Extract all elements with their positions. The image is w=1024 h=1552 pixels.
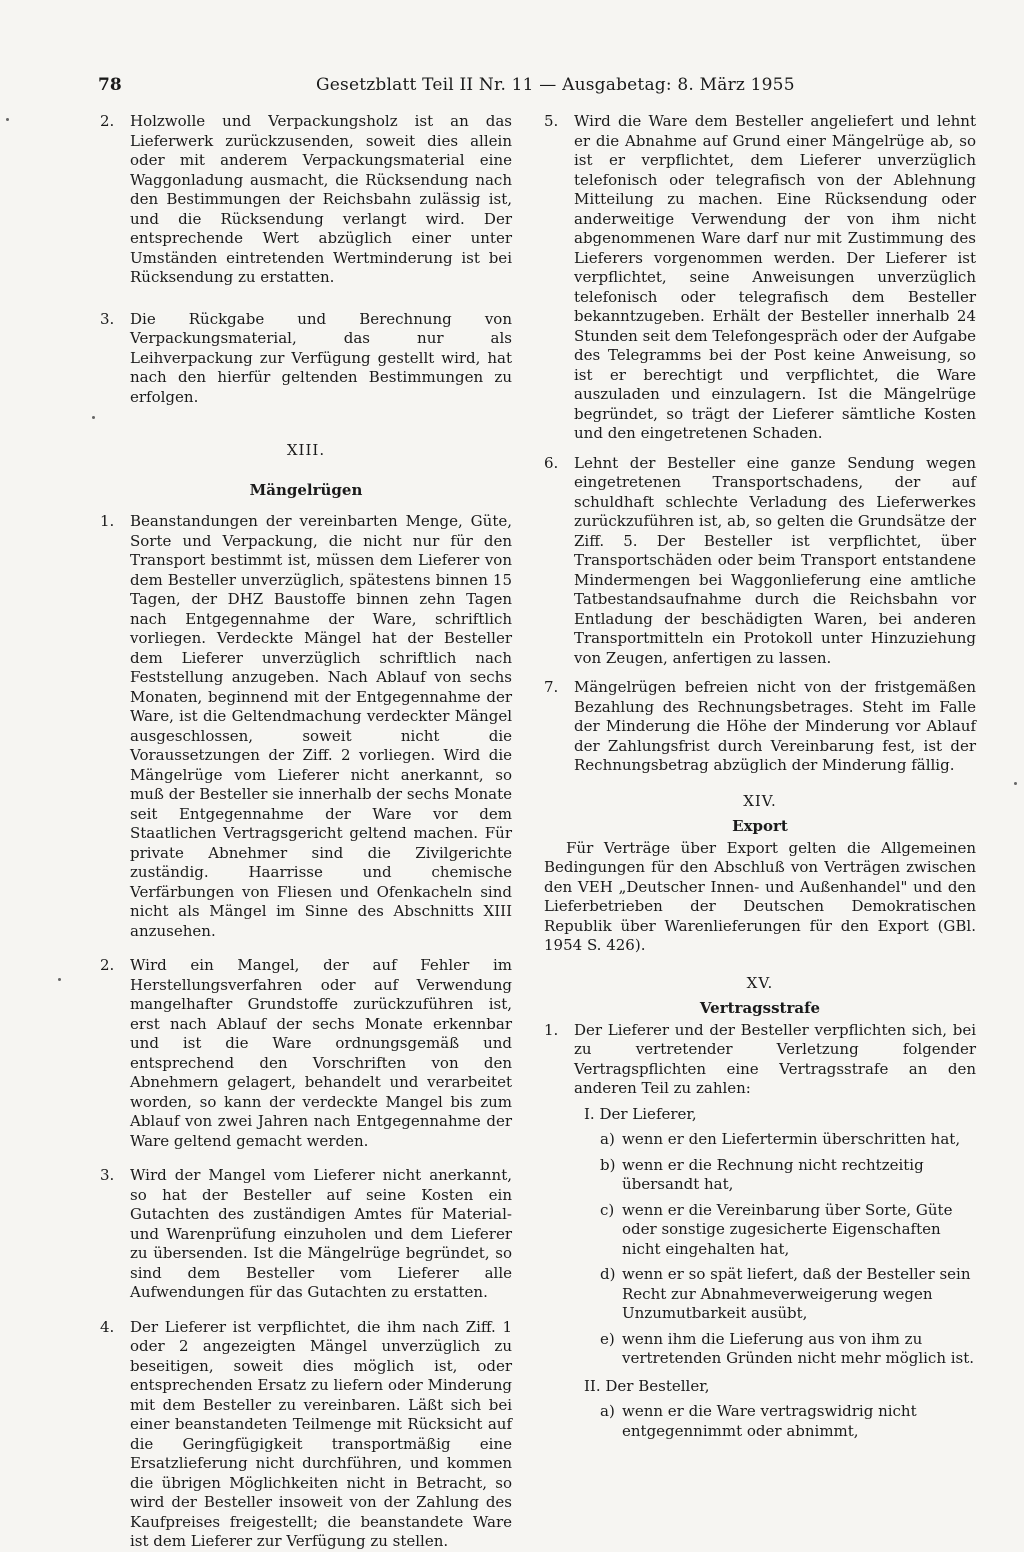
- item-number: 2.: [100, 112, 115, 130]
- list-item: [544, 678, 976, 776]
- item-text: wenn er so spät liefert, daß der Besteller sein Recht zur Abnahmeverweigerung wegen Unzumutbarkeit ausübt,: [622, 1265, 971, 1322]
- list-item: [544, 1265, 976, 1324]
- list-item: [100, 512, 512, 941]
- section-number: XV.: [746, 973, 774, 992]
- item-number: a): [600, 1402, 615, 1420]
- scan-speck: [58, 978, 61, 981]
- list-item: [544, 1201, 976, 1260]
- list-item: [544, 1402, 976, 1441]
- list-item: [544, 1021, 976, 1099]
- scan-speck: [1014, 782, 1017, 785]
- list-item: [100, 310, 512, 408]
- item-number: 3.: [100, 309, 115, 328]
- item-text: wenn ihm die Lieferung aus von ihm zu vertretenden Gründen nicht mehr möglich ist.: [622, 1329, 975, 1367]
- list-item: [544, 1156, 976, 1195]
- running-title: Gesetzblatt Teil II Nr. 11 — Ausgabetag: 8. März 1955: [316, 75, 795, 95]
- item-number: c): [600, 1200, 615, 1219]
- section-number: XIII.: [286, 441, 326, 459]
- item-text: wenn er die Rechnung nicht rechtzeitig übersandt hat,: [622, 1155, 924, 1193]
- page-header: [98, 72, 795, 98]
- item-number: 1.: [100, 512, 115, 530]
- scan-speck: [6, 118, 9, 121]
- item-number: e): [600, 1329, 615, 1348]
- item-number: 3.: [100, 1166, 115, 1184]
- item-number: 6.: [544, 453, 559, 472]
- section-title: Vertragsstrafe: [699, 999, 821, 1017]
- section-title: Export: [732, 817, 788, 835]
- item-number: 5.: [544, 112, 559, 130]
- right-column: [544, 112, 976, 1441]
- item-number: 2.: [100, 956, 115, 974]
- list-item: [100, 956, 512, 1151]
- list-item: [544, 1330, 976, 1369]
- item-text: wenn er die Vereinbarung über Sorte, Güte oder sonstige zugesicherte Eigenschaften nicht eingehalten hat,: [622, 1200, 953, 1258]
- list-item: [100, 1318, 512, 1552]
- section-number: XIV.: [743, 791, 777, 810]
- item-text: Wird die Ware dem Besteller angeliefert und lehnt er die Abnahme auf Grund einer Mängelrüge ab, so ist er verpflichtet, dem Lieferer unverzüglich telefonisch oder telegrafisch von der Ablehnung Mitteilung zu machen. Eine Rücksendung oder anderweitige Verwendung der von ihm nicht abgenommenen Ware darf nur mit Zustimmung des Lieferers vorgenommen werden. Der Lieferer ist verpflichtet, seine Anweisungen unverzüglich telefonisch oder telegrafisch dem Besteller bekanntzugeben. Erhält der Besteller innerhalb 24 Stunden seit dem Telefongespräch oder der Aufgabe des Telegramms bei der Post keine Anweisung, so ist er berechtigt und verpflichtet, die Ware auszuladen und einzulagern. Ist die Mängelrüge begründet, so trägt der Lieferer sämtliche Kosten und den eingetretenen Schaden.: [574, 112, 976, 442]
- item-number: b): [600, 1155, 616, 1174]
- item-text: Lehnt der Besteller eine ganze Sendung wegen eingetretenen Transportschadens, der auf schuldhaft schlechte Verladung des Lieferwerkes zurückzuführen ist, ab, so gelten die Grundsätze der Ziff. 5. Der Besteller ist verpflichtet, über Transportschäden oder beim Transport entstandene Mindermengen bei Waggonlieferung eine amtliche Tatbestandsaufnahme durch die Reichsbahn vor Entladung der beschädigten Waren, bei anderen Transportmitteln ein Protokoll unter Hinzuziehung von Zeugen, anfertigen zu lassen.: [574, 453, 976, 667]
- item-text: Der Lieferer und der Besteller verpflichten sich, bei zu vertretender Verletzung folgender Vertragspflichten eine Vertragsstrafe an den anderen Teil zu zahlen:: [574, 1020, 976, 1097]
- item-text: Mängelrügen befreien nicht von der fristgemäßen Bezahlung des Rechnungsbetrages. Steht im Falle der Minderung die Höhe der Minderung vor Ablauf der Zahlungsfrist durch Vereinbarung fest, ist der Rechnungsbetrag abzüglich der Minderung fällig.: [574, 678, 976, 774]
- section-title: Mängelrügen: [249, 480, 363, 499]
- item-number: d): [600, 1265, 616, 1283]
- list-item: [100, 112, 512, 288]
- item-text: Wird der Mangel vom Lieferer nicht anerkannt, so hat der Besteller auf seine Kosten ein Gutachten des zuständigen Amtes für Material- und Warenprüfung einzuholen und dem Lieferer zu übersenden. Ist die Mängelrüge begründet, so sind dem Besteller vom Lieferer alle Aufwendungen für das Gutachten zu erstatten.: [130, 1166, 512, 1301]
- sub-heading: II. Der Besteller,: [584, 1376, 710, 1395]
- list-item: [544, 112, 976, 444]
- item-text: Wird ein Mangel, der auf Fehler im Herstellungsverfahren oder auf Verwendung mangelhafter Grundstoffe zurückzuführen ist, erst nach Ablauf der sechs Monate erkennbar und ist die Ware ordnungsgemäß und entsprechend den Vorschriften von den Abnehmern gelagert, behandelt und verarbeitet worden, so kann der verdeckte Mangel bis zum Ablauf von zwei Jahren nach Entgegennahme der Ware geltend gemacht werden.: [130, 956, 512, 1150]
- page-number: 78: [98, 75, 122, 95]
- paragraph: Für Verträge über Export gelten die Allgemeinen Bedingungen für den Abschluß von Verträgen zwischen den VEH „Deutscher Innen- und Außenhandel" und den Lieferbetrieben der Deutschen Demokratischen Republik über Warenlieferungen für den Export (GBl. 1954 S. 426).: [544, 838, 976, 954]
- item-text: Die Rückgabe und Berechnung von Verpackungsmaterial, das nur als Leihverpackung zur Verfügung gestellt wird, hat nach den hierfür geltenden Bestimmungen zu erfolgen.: [130, 309, 512, 406]
- item-text: Holzwolle und Verpackungsholz ist an das Lieferwerk zurückzusenden, soweit dies allein oder mit anderem Verpackungsmaterial eine Waggonladung ausmacht, die Rücksendung nach den Bestimmungen der Reichsbahn zulässig ist, und die Rücksendung verlangt wird. Der entsprechende Wert abzüglich einer unter Umständen eintretenden Wertminderung ist bei Rücksendung zu erstatten.: [130, 112, 512, 286]
- item-text: wenn er den Liefertermin überschritten hat,: [622, 1130, 961, 1148]
- sub-heading: I. Der Lieferer,: [584, 1104, 697, 1123]
- item-text: Beanstandungen der vereinbarten Menge, Güte, Sorte und Verpackung, die nicht nur für den Transport bestimmt ist, müssen dem Lieferer von dem Besteller unverzüglich, spätestens binnen 15 Tagen, der DHZ Baustoffe binnen zehn Tagen nach Entgegennahme der Ware, schriftlich vorliegen. Verdeckte Mängel hat der Besteller dem Lieferer unverzüglich schriftlich nach Feststellung anzugeben. Nach Ablauf von sechs Monaten, beginnend mit der Entgegennahme der Ware, ist die Geltendmachung verdeckter Mängel ausgeschlossen, soweit nicht die Voraussetzungen der Ziff. 2 vorliegen. Wird die Mängelrüge vom Lieferer nicht anerkannt, so muß der Besteller sie innerhalb der sechs Monate seit Entgegennahme der Ware vor dem Staatlichen Vertragsgericht geltend machen. Für private Abnehmer sind die Zivilgerichte zuständig. Haarrisse und chemische Verfärbungen von Fliesen und Ofenkacheln sind nicht als Mängel im Sinne des Abschnitts XIII anzusehen.: [130, 512, 512, 940]
- item-number: 1.: [544, 1020, 559, 1039]
- left-column: [100, 112, 512, 1552]
- list-item: [544, 454, 976, 669]
- list-item: [100, 1166, 512, 1303]
- item-number: 4.: [100, 1317, 115, 1336]
- list-item: [544, 1130, 976, 1150]
- item-text: Der Lieferer ist verpflichtet, die ihm nach Ziff. 1 oder 2 angezeigten Mängel unverzüglich zu beseitigen, soweit dies möglich ist, oder entsprechenden Ersatz zu liefern oder Minderung mit dem Besteller zu vereinbaren. Läßt sich bei einer beanstandeten Teilmenge mit Rücksicht auf die Geringfügigkeit transportmäßig eine Ersatzlieferung nicht durchführen, und kommen die übrigen Möglichkeiten nicht in Betracht, so wird der Besteller insoweit von der Zahlung des Kaufpreises freigestellt; die beanstandete Ware ist dem Lieferer zur Verfügung zu stellen.: [130, 1317, 512, 1550]
- scan-speck: [92, 416, 95, 419]
- item-number: a): [600, 1130, 615, 1148]
- item-text: wenn er die Ware vertragswidrig nicht entgegennimmt oder abnimmt,: [622, 1402, 917, 1440]
- item-number: 7.: [544, 678, 559, 696]
